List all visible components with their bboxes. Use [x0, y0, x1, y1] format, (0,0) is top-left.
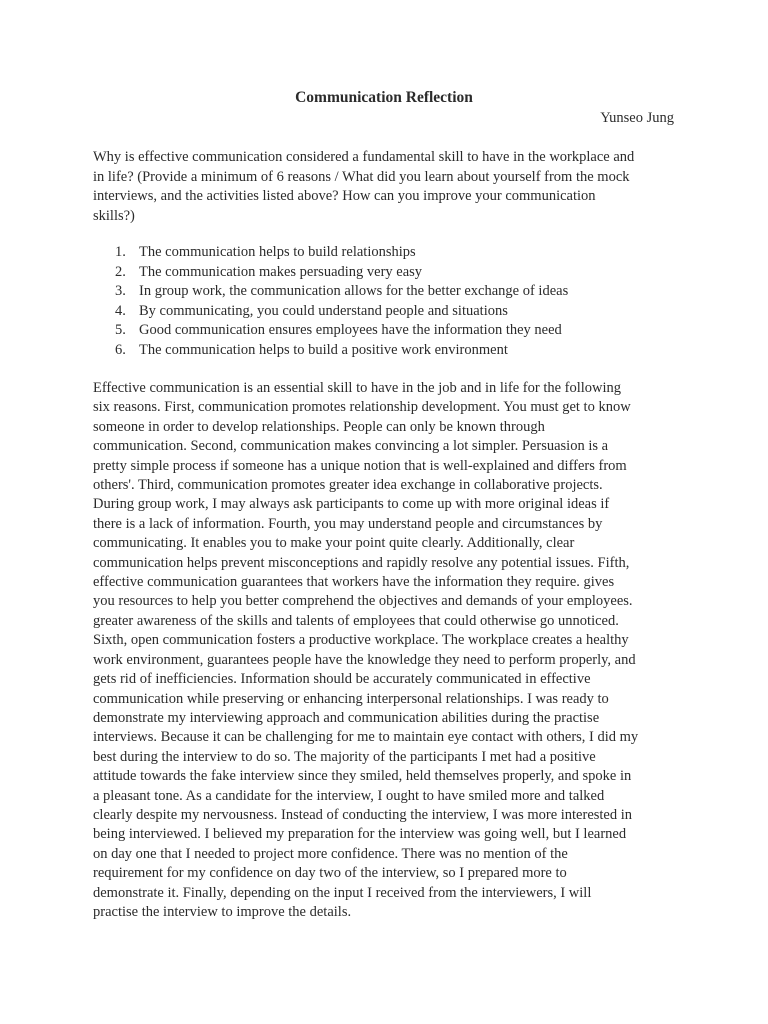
list-item-text: The communication helps to build relationships [139, 244, 416, 260]
essay-line: greater awareness of the skills and talents of employees that could otherwise go unnoticed. [93, 612, 619, 629]
essay-line: on day one that I needed to project more confidence. There was no mention of the [93, 845, 568, 862]
list-item-text: By communicating, you could understand people and situations [139, 302, 508, 319]
essay-line: effective communication guarantees that workers have the information they require. gives [93, 574, 615, 591]
list-item [93, 263, 683, 283]
list-item [93, 302, 683, 322]
essay-line: practise the interview to improve the details. [93, 903, 352, 920]
list-item-text: In group work, the communication allows for the better exchange of ideas [139, 283, 569, 299]
essay-line: clearly despite my nervousness. Instead of conducting the interview, I was more interested in [93, 806, 633, 823]
list-number: 4. [115, 302, 126, 319]
essay-line: someone in order to develop relationships. People can only be known through [93, 418, 545, 435]
list-item [93, 321, 683, 341]
essay-line: pretty simple process if someone has a unique notion that is well-explained and differs from [93, 457, 627, 474]
question-paragraph [93, 148, 683, 226]
question-line: in life? (Provide a minimum of 6 reasons / What did you learn about yourself from the mock [93, 168, 630, 185]
essay-line: interviews. Because it can be challenging for me to maintain eye contact with others, I did my [93, 729, 639, 746]
essay-line: six reasons. First, communication promotes relationship development. You must get to know [93, 399, 631, 416]
list-number: 5. [115, 322, 126, 338]
essay-paragraph [93, 379, 677, 922]
list-number: 3. [115, 283, 126, 299]
essay-line: demonstrate my interviewing approach and communication abilities during the practise [93, 709, 600, 726]
reasons-list [93, 243, 683, 360]
essay-line: During group work, I may always ask participants to come up with more original ideas if [93, 496, 610, 513]
essay-line: requirement for my confidence on day two of the interview, so I prepared more to [93, 865, 567, 882]
essay-line: communication helps prevent misconceptions and rapidly resolve any potential issues. Fifth, [93, 554, 630, 571]
essay-line: communication. Second, communication makes convincing a lot simpler. Persuasion is a [93, 438, 609, 455]
essay-line: there is a lack of information. Fourth, you may understand people and circumstances by [93, 515, 603, 532]
essay-line: demonstrate it. Finally, depending on the input I received from the interviewers, I will [93, 884, 592, 901]
list-number: 1. [115, 244, 126, 260]
essay-line: communication while preserving or enhancing interpersonal relationships. I was ready to [93, 690, 609, 707]
list-number: 6. [115, 341, 126, 358]
list-item [93, 282, 683, 302]
essay-line: being interviewed. I believed my preparation for the interview was going well, but I learned [93, 826, 627, 843]
essay-line: communicating. It enables you to make your point quite clearly. Additionally, clear [93, 535, 575, 552]
document-title: Communication Reflection [295, 89, 473, 106]
list-number: 2. [115, 263, 126, 280]
essay-line: best during the interview to do so. The majority of the participants I met had a positive [93, 748, 596, 765]
essay-line: gets rid of inefficiencies. Information should be accurately communicated in effective [93, 671, 591, 688]
question-line: skills?) [93, 207, 135, 224]
essay-line: work environment, guarantees people have the knowledge they need to perform properly, and [93, 651, 636, 668]
essay-line: a pleasant tone. As a candidate for the interview, I ought to have smiled more and talked [93, 787, 605, 804]
list-item-text: The communication makes persuading very easy [139, 263, 423, 280]
question-line: interviews, and the activities listed above? How can you improve your communication [93, 188, 596, 204]
essay-line: you resources to help you better comprehend the objectives and demands of your employees. [93, 593, 633, 610]
essay-line: others'. Third, communication promotes greater idea exchange in collaborative projects. [93, 477, 603, 494]
author-name: Yunseo Jung [600, 110, 674, 126]
list-item-text: Good communication ensures employees have the information they need [139, 322, 562, 338]
list-item [93, 243, 683, 263]
essay-line: attitude towards the fake interview since they smiled, held themselves properly, and spoke in [93, 768, 632, 785]
essay-line: Sixth, open communication fosters a productive workplace. The workplace creates a healthy [93, 632, 629, 649]
question-line: Why is effective communication considered a fundamental skill to have in the workplace and [93, 149, 635, 165]
list-item-text: The communication helps to build a positive work environment [139, 341, 508, 358]
essay-line: Effective communication is an essential skill to have in the job and in life for the following [93, 380, 622, 396]
list-item [93, 341, 683, 361]
